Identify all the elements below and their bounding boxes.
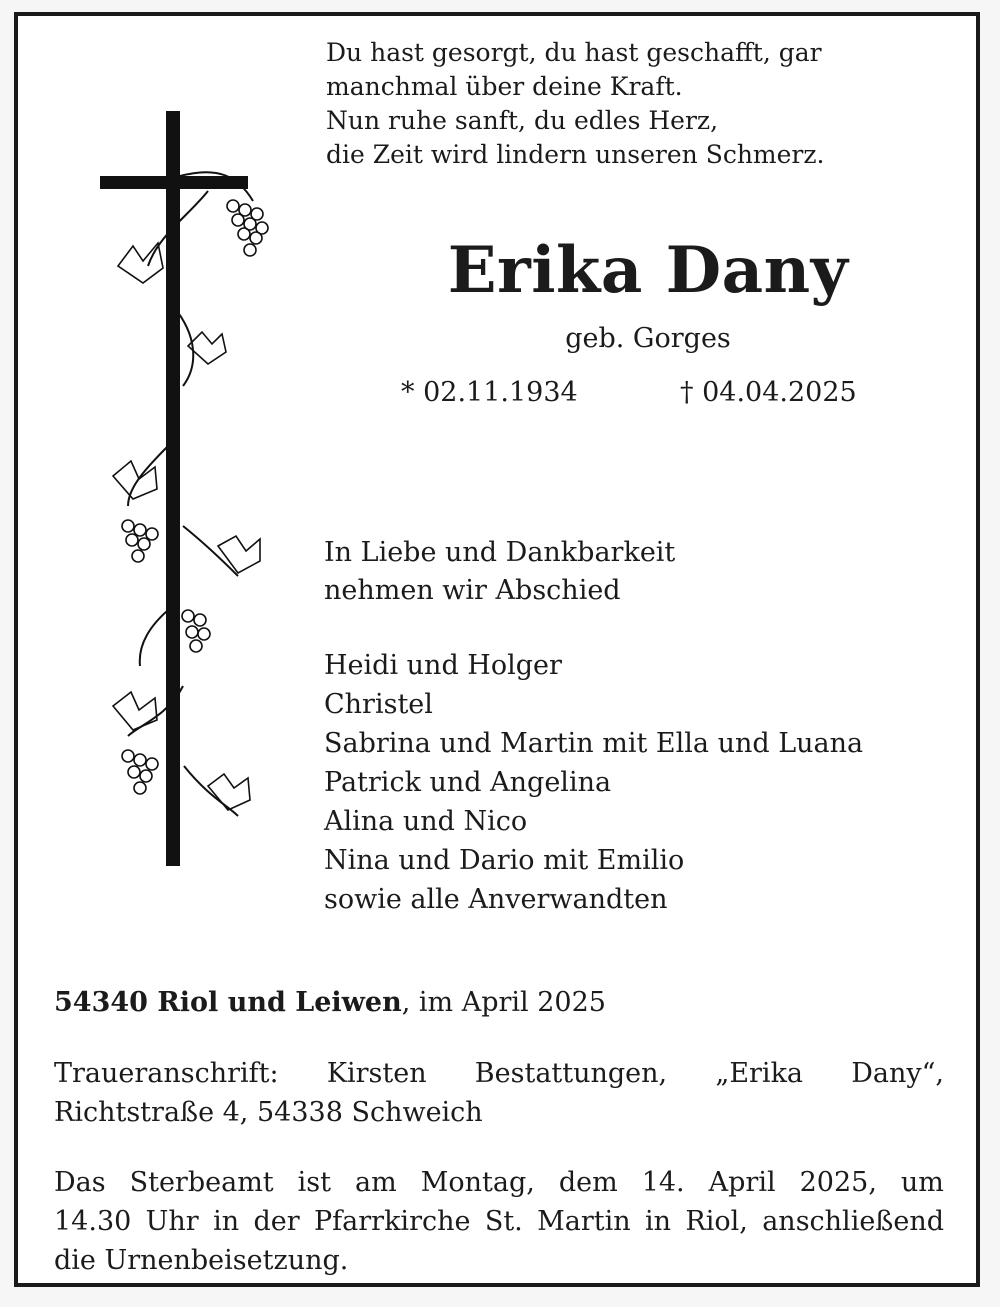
poem-line: Nun ruhe sanft, du edles Herz, — [326, 106, 719, 135]
address-word: Traueranschrift: — [54, 1058, 279, 1089]
service-word: Das — [54, 1167, 106, 1198]
poem-line: manchmal über deine Kraft. — [326, 72, 683, 101]
obituary-frame — [14, 12, 980, 1287]
service-word: Pfarrkirche — [314, 1206, 471, 1237]
service-word: Sterbeamt — [129, 1167, 274, 1198]
service-word: dem — [558, 1167, 618, 1198]
address-line-2: Richtstraße 4, 54338 Schweich — [54, 1097, 483, 1128]
address-word: „Erika — [715, 1058, 804, 1089]
poem-line: die Zeit wird lindern unseren Schmerz. — [326, 140, 825, 169]
born-name: geb. Gorges — [565, 323, 731, 354]
service-word: 14. — [641, 1167, 685, 1198]
farewell-text — [324, 534, 944, 610]
service-word: April — [708, 1167, 776, 1198]
death-date: † 04.04.2025 — [680, 377, 857, 408]
service-word: der — [253, 1206, 300, 1237]
location-place: 54340 Riol und Leiwen — [54, 987, 402, 1018]
farewell-line: nehmen wir Abschied — [324, 575, 621, 606]
service-word: 14.30 — [54, 1206, 132, 1237]
service-word: Riol, — [685, 1206, 748, 1237]
service-word: anschließend — [762, 1206, 944, 1237]
birth-date: * 02.11.1934 — [401, 377, 578, 408]
poem — [326, 36, 926, 172]
service-word: Martin — [537, 1206, 631, 1237]
mourner: sowie alle Anverwandten — [324, 884, 668, 915]
service-word: St. — [484, 1206, 523, 1237]
location-date — [54, 984, 954, 1022]
service-info — [54, 1163, 944, 1280]
service-line-1 — [54, 1163, 944, 1202]
deceased-name: Erika Dany — [447, 233, 849, 308]
mourner: Christel — [324, 689, 433, 720]
address-line-1 — [54, 1054, 944, 1093]
service-word: Uhr — [145, 1206, 199, 1237]
mourner: Patrick und Angelina — [324, 767, 612, 798]
service-line-2 — [54, 1202, 944, 1241]
mourners-list — [324, 646, 964, 919]
service-word: 2025, — [799, 1167, 877, 1198]
mourner: Nina und Dario mit Emilio — [324, 845, 685, 876]
service-word: in — [213, 1206, 240, 1237]
mourning-address — [54, 1054, 944, 1132]
mourner: Heidi und Holger — [324, 650, 562, 681]
service-word: in — [645, 1206, 672, 1237]
service-word: ist — [297, 1167, 331, 1198]
address-word: Dany“, — [851, 1058, 944, 1089]
service-word: Montag, — [420, 1167, 535, 1198]
mourner: Alina und Nico — [324, 806, 528, 837]
service-word: um — [900, 1167, 944, 1198]
service-line-3: die Urnenbeisetzung. — [54, 1245, 349, 1276]
mourner: Sabrina und Martin mit Ella und Luana — [324, 728, 864, 759]
address-word: Kirsten — [326, 1058, 427, 1089]
address-word: Bestattungen, — [474, 1058, 668, 1089]
service-word: am — [355, 1167, 397, 1198]
cross-with-grapevine-icon — [88, 106, 288, 876]
farewell-line: In Liebe und Dankbarkeit — [324, 537, 676, 568]
poem-line: Du hast gesorgt, du hast geschafft, gar — [326, 38, 822, 67]
location-month: , im April 2025 — [401, 987, 606, 1018]
